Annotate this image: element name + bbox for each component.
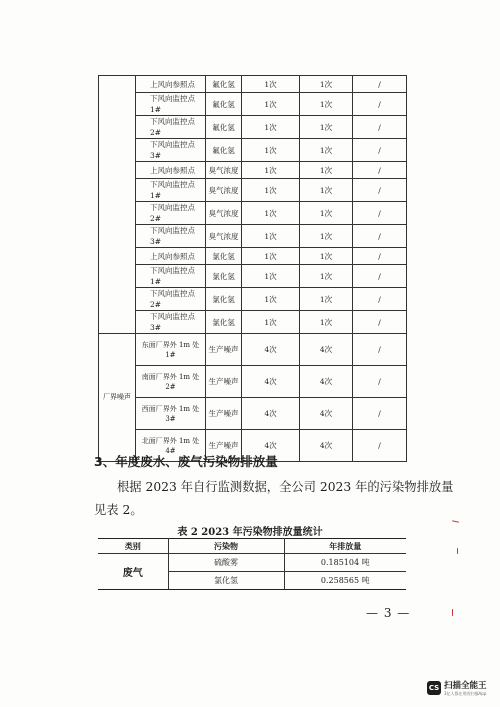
frequency-cell: 1次 <box>242 225 300 248</box>
table-row <box>99 139 407 162</box>
frequency-cell: 1次 <box>242 93 300 116</box>
red-ink-mark <box>452 609 453 616</box>
note-cell: / <box>353 162 407 179</box>
page-number: — 3 — <box>366 606 411 620</box>
table-row <box>99 265 407 288</box>
frequency-cell: 1次 <box>242 265 300 288</box>
frequency-cell: 1次 <box>242 76 300 93</box>
table-row <box>99 288 407 311</box>
frequency-cell: 4次 <box>242 334 300 366</box>
frequency-cell: 4次 <box>242 430 300 462</box>
note-cell: / <box>353 179 407 202</box>
pollutant-cell: 硫酸雾 <box>168 554 284 572</box>
monitoring-point-cell: 北面厂界外 1m 处 4# <box>136 430 206 462</box>
frequency-cell: 1次 <box>300 311 353 334</box>
monitoring-item-cell: 氟化氢 <box>206 93 242 116</box>
note-cell: / <box>353 116 407 139</box>
table-row <box>99 202 407 225</box>
frequency-cell: 1次 <box>242 311 300 334</box>
amount-cell: 0.185104 吨 <box>284 554 406 572</box>
table-row <box>98 554 406 572</box>
frequency-cell: 1次 <box>300 139 353 162</box>
frequency-cell: 4次 <box>242 366 300 398</box>
monitoring-point-cell: 下风向监控点 2# <box>136 288 206 311</box>
note-cell: / <box>353 398 407 430</box>
table-row <box>99 179 407 202</box>
header-amount: 年排放量 <box>284 539 406 554</box>
scanner-watermark <box>427 674 497 702</box>
table-row <box>99 366 407 398</box>
note-cell: / <box>353 311 407 334</box>
note-cell: / <box>353 76 407 93</box>
category-cell-blank <box>99 76 136 334</box>
monitoring-item-cell: 生产噪声 <box>206 398 242 430</box>
monitoring-point-cell: 南面厂界外 1m 处 2# <box>136 366 206 398</box>
table-row <box>99 311 407 334</box>
note-cell: / <box>353 202 407 225</box>
monitoring-item-cell: 氟化氢 <box>206 139 242 162</box>
table-row <box>99 93 407 116</box>
scanner-tagline: 3亿人都在用的扫描App <box>444 691 487 696</box>
frequency-cell: 4次 <box>300 366 353 398</box>
frequency-cell: 1次 <box>300 202 353 225</box>
note-cell: / <box>353 366 407 398</box>
monitoring-item-cell: 生产噪声 <box>206 430 242 462</box>
emission-table-header <box>98 539 406 554</box>
frequency-cell: 1次 <box>300 248 353 265</box>
amount-cell: 0.258565 吨 <box>284 572 406 590</box>
frequency-cell: 1次 <box>242 202 300 225</box>
frequency-cell: 4次 <box>300 334 353 366</box>
note-cell: / <box>353 248 407 265</box>
monitoring-point-cell: 下风向监控点 1# <box>136 265 206 288</box>
note-cell: / <box>353 93 407 116</box>
frequency-cell: 1次 <box>300 162 353 179</box>
table-row <box>99 116 407 139</box>
body-text-line-1: 根据 2023 年自行监测数据，全公司 2023 年的污染物排放量 <box>117 480 454 494</box>
monitoring-point-cell: 下风向监控点 1# <box>136 93 206 116</box>
frequency-cell: 4次 <box>242 398 300 430</box>
red-ink-mark <box>457 548 458 554</box>
monitoring-item-cell: 臭气浓度 <box>206 225 242 248</box>
frequency-cell: 4次 <box>300 398 353 430</box>
body-text-line-2: 见表 2。 <box>94 503 143 517</box>
frequency-cell: 1次 <box>300 265 353 288</box>
table-row <box>99 162 407 179</box>
frequency-cell: 1次 <box>242 116 300 139</box>
frequency-cell: 1次 <box>242 248 300 265</box>
pollutant-cell: 氯化氢 <box>168 572 284 590</box>
monitoring-item-cell: 氟化氢 <box>206 76 242 93</box>
frequency-cell: 4次 <box>300 430 353 462</box>
monitoring-point-cell: 上风向参照点 <box>136 76 206 93</box>
category-cell: 废气 <box>98 554 168 590</box>
table-row <box>99 248 407 265</box>
monitoring-item-cell: 生产噪声 <box>206 334 242 366</box>
note-cell: / <box>353 265 407 288</box>
note-cell: / <box>353 334 407 366</box>
frequency-cell: 1次 <box>242 139 300 162</box>
note-cell: / <box>353 288 407 311</box>
table-row <box>99 76 407 93</box>
frequency-cell: 1次 <box>300 288 353 311</box>
monitoring-item-cell: 生产噪声 <box>206 366 242 398</box>
frequency-cell: 1次 <box>242 288 300 311</box>
frequency-cell: 1次 <box>300 93 353 116</box>
monitoring-item-cell: 臭气浓度 <box>206 162 242 179</box>
monitoring-item-cell: 氯化氢 <box>206 311 242 334</box>
scanner-app-name: 扫描全能王 <box>444 681 487 691</box>
note-cell: / <box>353 430 407 462</box>
monitoring-item-cell: 臭气浓度 <box>206 179 242 202</box>
frequency-cell: 1次 <box>300 116 353 139</box>
monitoring-point-cell: 上风向参照点 <box>136 162 206 179</box>
monitoring-point-cell: 下风向监控点 2# <box>136 202 206 225</box>
frequency-cell: 1次 <box>300 76 353 93</box>
monitoring-item-cell: 氯化氢 <box>206 288 242 311</box>
monitoring-point-cell: 西面厂界外 1m 处 3# <box>136 398 206 430</box>
emission-table <box>98 538 406 590</box>
monitoring-point-cell: 下风向监控点 3# <box>136 311 206 334</box>
header-pollutant: 污染物 <box>168 539 284 554</box>
table-caption: 表 2 2023 年污染物排放量统计 <box>177 527 323 538</box>
monitoring-point-cell: 下风向监控点 3# <box>136 225 206 248</box>
table-row <box>99 334 407 366</box>
note-cell: / <box>353 225 407 248</box>
monitoring-point-cell: 东面厂界外 1m 处 1# <box>136 334 206 366</box>
table-row <box>99 398 407 430</box>
monitoring-item-cell: 氯化氢 <box>206 265 242 288</box>
header-category: 类别 <box>98 539 168 554</box>
noise-category-cell: 厂界噪声 <box>99 334 136 462</box>
note-cell: / <box>353 139 407 162</box>
frequency-cell: 1次 <box>300 225 353 248</box>
frequency-cell: 1次 <box>242 162 300 179</box>
monitoring-point-cell: 上风向参照点 <box>136 248 206 265</box>
monitoring-item-cell: 臭气浓度 <box>206 202 242 225</box>
frequency-cell: 1次 <box>242 179 300 202</box>
monitoring-item-cell: 氟化氢 <box>206 116 242 139</box>
section-title: 3、年度废水、废气污染物排放量 <box>94 454 278 469</box>
frequency-cell: 1次 <box>300 179 353 202</box>
monitoring-item-cell: 氯化氢 <box>206 248 242 265</box>
table-row <box>99 225 407 248</box>
monitoring-table <box>98 75 407 462</box>
monitoring-point-cell: 下风向监控点 2# <box>136 116 206 139</box>
monitoring-point-cell: 下风向监控点 1# <box>136 179 206 202</box>
camscanner-logo-icon: CS <box>427 681 441 695</box>
monitoring-point-cell: 下风向监控点 3# <box>136 139 206 162</box>
